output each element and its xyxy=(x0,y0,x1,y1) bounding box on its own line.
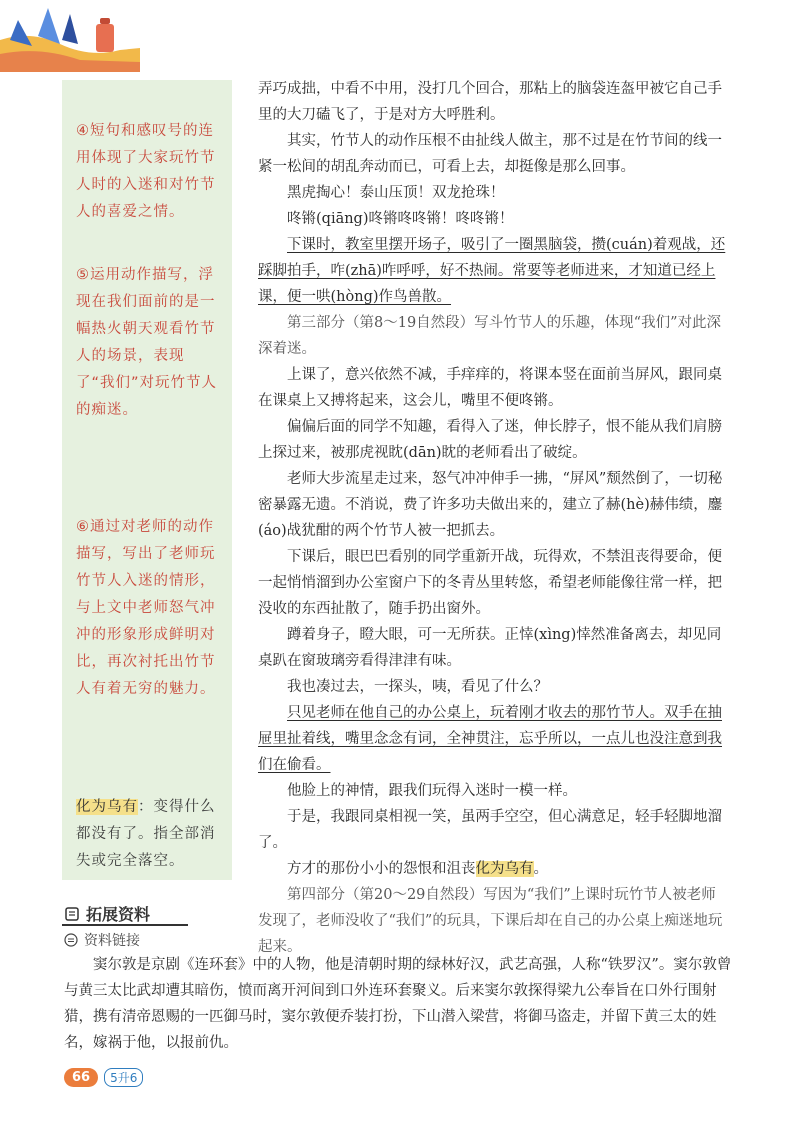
extension-subheading xyxy=(64,930,140,950)
paragraph: 他脸上的神情，跟我们玩得入迷时一模一样。 xyxy=(287,783,577,799)
vocab-note xyxy=(76,794,222,875)
paragraph: 下课时，教室里摆开场子，吸引了一圈黑脑袋，攒(cuán)着观战，还踩脚拍手，咋(zhā)咋呼呼，好不热闹。常要等老师进来，才知道已经上课，便一哄(hòng)作鸟兽散。 xyxy=(258,237,726,305)
paragraph: 只见老师在他自己的办公桌上，玩着刚才收去的那竹节人。双手在抽屉里扯着线，嘴里念念有词，全神贯注，忘乎所以，一点儿也没注意到我们在偷看。 xyxy=(258,705,722,773)
book-icon xyxy=(64,906,80,922)
extension-title: 拓展资料 xyxy=(86,905,151,924)
paragraph: 咚锵(qiāng)咚锵咚咚锵！咚咚锵！ xyxy=(287,211,514,227)
paragraph: 其实，竹节人的动作压根不由扯线人做主，那不过是在竹节间的线一紧一松间的胡乱奔动而已，可看上去，却挺像是那么回事。 xyxy=(258,133,722,175)
paragraph: 黑虎掏心！泰山压顶！双龙抢珠！ xyxy=(287,185,505,201)
paragraph: 上课了，意兴依然不减，手痒痒的，将课本竖在面前当屏风，跟同桌在课桌上又搏将起来，这会儿，嘴里不便咚锵。 xyxy=(258,367,722,409)
paragraph: 弄巧成拙，中看不中用，没打几个回合，那粘上的脑袋连盔甲被它自己手里的大刀磕飞了，于是对方大呼胜利。 xyxy=(258,81,722,123)
paragraph xyxy=(258,856,726,882)
highlighted-word: 化为乌有 xyxy=(475,861,534,877)
main-text xyxy=(258,76,726,960)
paragraph: 蹲着身子，瞪大眼，可一无所获。正悻(xìng)悻然准备离去，却见同桌趴在窗玻璃旁看得津津有味。 xyxy=(258,627,722,669)
paragraph: 偏偏后面的同学不知趣，看得入了迷，伸长脖子，恨不能从我们肩膀上探过来，被那虎视眈(dān)眈的老师看出了破绽。 xyxy=(258,419,722,461)
grade-label: 5升6 xyxy=(104,1068,143,1087)
paragraph-text: 。 xyxy=(533,861,548,877)
divider xyxy=(62,924,188,926)
paragraph: 老师大步流星走过来，怒气冲冲伸手一拂，“屏风”颓然倒了，一切秘密暴露无遗。不消说，费了许多功夫做出来的，建立了赫(hè)赫伟绩，鏖(áo)战犹酣的两个竹节人被一把抓去。 xyxy=(258,471,723,539)
paragraph-text: 方才的那份小小的怨恨和沮丧 xyxy=(287,861,476,877)
page-footer xyxy=(64,1068,143,1087)
document-icon xyxy=(64,933,78,947)
annotation-note-6: ⑥通过对老师的动作描写，写出了老师玩竹节人入迷的情形，与上文中老师怒气冲冲的形象形成鲜明对比，再次衬托出竹节人有着无穷的魅力。 xyxy=(76,519,216,697)
annotation-note-4: ④短句和感叹号的连用体现了大家玩竹节人时的入迷和对竹节人的喜爱之情。 xyxy=(76,123,216,220)
vocab-definition: ：变得什么都没有了。指全部消失或完全落空。 xyxy=(76,799,216,869)
reference-text xyxy=(64,952,734,1056)
corner-decoration xyxy=(0,0,140,72)
paragraph: 我也凑过去，一探头，咦，看见了什么？ xyxy=(287,679,548,695)
vocab-word: 化为乌有 xyxy=(76,799,138,815)
page-number: 66 xyxy=(64,1068,98,1087)
extension-subtitle: 资料链接 xyxy=(84,933,140,949)
section-summary: 第四部分（第20～29自然段）写因为“我们”上课时玩竹节人被老师发现了，老师没收了“我们”的玩具，下课后却在自己的办公桌上痴迷地玩起来。 xyxy=(258,887,723,955)
extension-heading xyxy=(64,902,150,925)
paragraph: 于是，我跟同桌相视一笑，虽两手空空，但心满意足，轻手轻脚地溜了。 xyxy=(258,809,722,851)
reference-paragraph: 窦尔敦是京剧《连环套》中的人物，他是清朝时期的绿林好汉，武艺高强，人称“铁罗汉”。窦尔敦曾与黄三太比武却遭其暗伤，愤而离开河间到口外连环套聚义。后来窦尔敦探得梁九公奉旨在口外行围射猎，携有清帝恩赐的一匹御马时，窦尔敦便乔装打扮，下山潜入梁营，将御马盗走，并留下黄三太的姓名，嫁祸于他，以报前仇。 xyxy=(64,957,732,1051)
paragraph: 下课后，眼巴巴看别的同学重新开战，玩得欢，不禁沮丧得要命，便一起悄悄溜到办公室窗户下的冬青丛里转悠，希望老师能像往常一样，把没收的东西扯散了，随手扔出窗外。 xyxy=(258,549,722,617)
section-summary: 第三部分（第8～19自然段）写斗竹节人的乐趣，体现“我们”对此深深着迷。 xyxy=(258,315,721,357)
annotation-note-5: ⑤运用动作描写，浮现在我们面前的是一幅热火朝天观看竹节人的场景，表现了“我们”对玩竹节人的痴迷。 xyxy=(76,267,218,418)
